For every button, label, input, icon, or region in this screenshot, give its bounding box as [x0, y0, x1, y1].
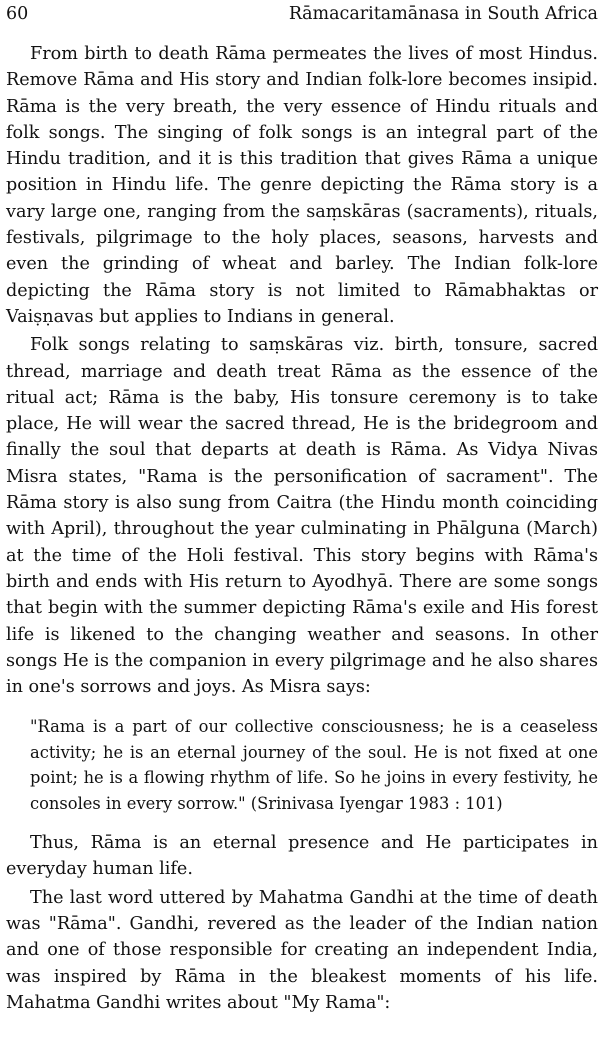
block-quote: [30, 714, 598, 816]
paragraph-folk-songs: Folk songs relating to saṃskāras viz. birth, tonsure, sacred thread, marriage and death treat Rāma as the essence of the ritual act; Rāma is the baby, His tonsure ceremony is to take place, He will wear the sacred thread, He is the bridegroom and finally the soul that departs at death is Rāma. As Vidya Nivas Misra states, "Rama is the personification of sacrament". The Rāma story is also sung from Caitra (the Hindu month coinciding with April), throughout the year culminating in Phālguna (March) at the time of the Holi festival. This story begins with Rāma's birth and ends with His return to Ayodhyā. There are some songs that begin with the summer depicting Rāma's exile and His forest life is likened to the changing weather and seasons. In other songs He is the companion in every pilgrimage and he also shares in one's sorrows and joys. As Misra says:: [6, 335, 598, 698]
block-quote-text: "Rama is a part of our collective consciousness; he is a ceaseless activity; he is an eternal journey of the soul. He is not fixed at one point; he is a flowing rhythm of life. So he joins in every festivity, he consoles in every sorrow." (Srinivasa Iyengar 1983 : 101): [30, 717, 598, 813]
paragraph-eternal-presence: Thus, Rāma is an eternal presence and He participates in everyday human life.: [6, 833, 598, 880]
paragraph-rama-permeates: From birth to death Rāma permeates the lives of most Hindus. Remove Rāma and His story and Indian folk-lore becomes insipid. Rāma is the very breath, the very essence of Hindu rituals and folk songs. The singing of folk songs is an integral part of the Hindu tradition, and it is this tradition that gives Rāma a unique position in Hindu life. The genre depicting the Rāma story is a vary large one, ranging from the saṃskāras (sacraments), rituals, festivals, pilgrimage to the holy places, seasons, harvests and even the grinding of wheat and barley. The Indian folk-lore depicting the Rāma story is not limited to Rāmabhaktas or Vaiṣṇavas but applies to Indians in general.: [6, 44, 598, 327]
paragraph-gandhi: The last word uttered by Mahatma Gandhi at the time of death was "Rāma". Gandhi, revered as the leader of the Indian nation and one of those responsible for creating an independent India, was inspired by Rāma in the bleakest moments of his life. Mahatma Gandhi writes about "My Rama":: [6, 887, 598, 1013]
page-body: [6, 41, 598, 1016]
running-header: [6, 2, 598, 26]
page-number: 60: [6, 4, 29, 24]
running-title: Rāmacaritamānasa in South Africa: [288, 4, 598, 24]
